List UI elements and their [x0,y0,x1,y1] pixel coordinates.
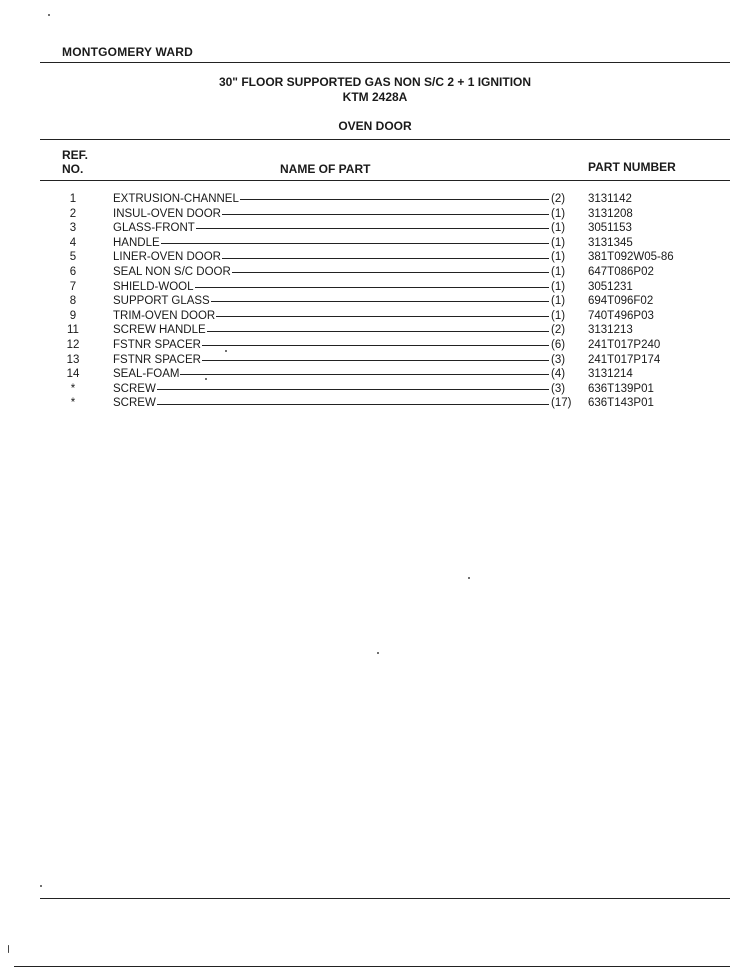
table-row [0,367,750,382]
part-name: SEAL NON S/C DOOR [113,265,231,278]
part-number-header: PART NUMBER [588,160,676,174]
part-name: LINER-OVEN DOOR [113,251,221,264]
header-rule [40,62,730,63]
quantity: (1) [551,265,566,278]
quantity: (1) [551,251,566,264]
part-name-cell [113,382,550,397]
part-name-cell [113,250,550,265]
part-name: SCREW HANDLE [113,324,206,337]
part-name: HANDLE [113,236,160,249]
ref-number: 12 [66,338,80,351]
leader-line [216,316,549,317]
part-name: INSUL-OVEN DOOR [113,207,221,220]
part-number: 3051153 [588,222,632,235]
part-name: EXTRUSION-CHANNEL [113,193,239,205]
scan-speck [468,577,470,579]
table-row [0,323,750,338]
quantity: (6) [551,338,566,351]
table-row [0,236,750,251]
table-row [0,382,750,397]
table-row [0,280,750,295]
part-name-cell [113,338,550,353]
table-row [0,221,750,236]
ref-number: 2 [69,207,77,220]
quantity: (17) [551,397,572,410]
table-row [0,309,750,324]
ref-number: 4 [69,236,77,249]
quantity: (2) [551,324,566,337]
scan-speck [377,652,379,654]
table-row [0,396,750,411]
table-top-rule [40,139,730,140]
ref-number: 13 [66,353,80,366]
brand-name: MONTGOMERY WARD [62,45,193,59]
part-number: 3051231 [588,280,633,293]
part-number: 636T143P01 [588,397,654,410]
part-number: 3131142 [588,193,632,205]
quantity: (1) [551,280,566,293]
part-number: 636T139P01 [588,382,654,395]
scan-speck [205,378,207,380]
table-row [0,353,750,368]
part-name-cell [113,236,550,251]
part-name: SHIELD-WOOL [113,280,194,293]
parts-list [0,192,750,411]
leader-line [202,345,549,346]
quantity: (2) [551,193,566,205]
part-name-cell [113,192,550,207]
part-name-cell [113,309,550,324]
part-name-cell [113,367,550,382]
part-name-cell [113,396,550,411]
leader-line [222,214,549,215]
part-name: SCREW [113,382,156,395]
ref-number: 9 [69,309,77,322]
leader-line [195,287,549,288]
ref-number: 7 [69,280,77,293]
leader-line [222,258,549,259]
part-name: FSTNR SPACER [113,353,201,366]
table-row [0,192,750,207]
ref-number: 11 [67,324,79,337]
ref-number: * [70,382,76,395]
quantity: (1) [551,295,566,308]
leader-line [207,331,549,332]
ref-number: 6 [69,265,77,278]
scan-speck [225,350,227,352]
ref-number: 14 [66,368,80,381]
part-number: 241T017P174 [588,353,661,366]
ref-header-line2: NO. [62,162,84,176]
scan-speck [40,885,42,887]
table-row [0,265,750,280]
part-number: 3131208 [588,207,633,220]
part-name-cell [113,353,550,368]
quantity: (1) [551,236,566,249]
part-number: 3131345 [588,236,633,249]
leader-line [157,404,549,405]
part-name: SCREW [113,397,156,410]
scan-speck [8,945,9,953]
leader-line [202,360,549,361]
part-name-cell [113,280,550,295]
footer-rule-lower [14,966,730,967]
model-number: KTM 2428A [342,90,408,104]
part-name: SUPPORT GLASS [113,295,210,308]
ref-number: * [70,397,76,410]
ref-number: 8 [69,295,77,308]
table-row [0,294,750,309]
part-name: SEAL-FOAM [113,368,180,381]
quantity: (3) [551,382,566,395]
part-name: TRIM-OVEN DOOR [113,309,216,322]
leader-line [157,389,549,390]
name-of-part-header: NAME OF PART [280,162,371,176]
part-number: 381T092W05-86 [588,251,674,264]
part-name: FSTNR SPACER [113,338,201,351]
part-name-cell [113,265,550,280]
table-row [0,250,750,265]
ref-number: 1 [69,193,77,205]
leader-line [196,228,549,229]
ref-number: 5 [69,251,77,264]
part-name-cell [113,294,550,309]
part-number: 740T496P03 [588,309,654,322]
part-number: 241T017P240 [588,338,661,351]
scan-speck [48,14,50,16]
part-name-cell [113,207,550,222]
leader-line [180,374,549,375]
footer-rule-upper [40,898,730,899]
quantity: (4) [551,368,566,381]
part-name-cell [113,221,550,236]
quantity: (1) [551,222,566,235]
leader-line [232,272,549,273]
quantity: (1) [551,207,566,220]
part-number: 3131214 [588,368,633,381]
quantity: (1) [551,309,566,322]
part-number: 694T096F02 [588,295,654,308]
table-row [0,338,750,353]
ref-header-line1: REF. [62,148,89,162]
ref-number: 3 [69,222,77,235]
part-name: GLASS-FRONT [113,222,195,235]
part-number: 647T086P02 [588,265,654,278]
part-name-cell [113,323,550,338]
section-title: OVEN DOOR [338,119,412,133]
table-row [0,207,750,222]
leader-line [161,243,549,244]
table-header-rule [40,180,730,181]
document-title: 30" FLOOR SUPPORTED GAS NON S/C 2 + 1 IGNITION [218,75,532,89]
leader-line [211,301,549,302]
leader-line [240,199,549,200]
quantity: (3) [551,353,566,366]
part-number: 3131213 [588,324,633,337]
